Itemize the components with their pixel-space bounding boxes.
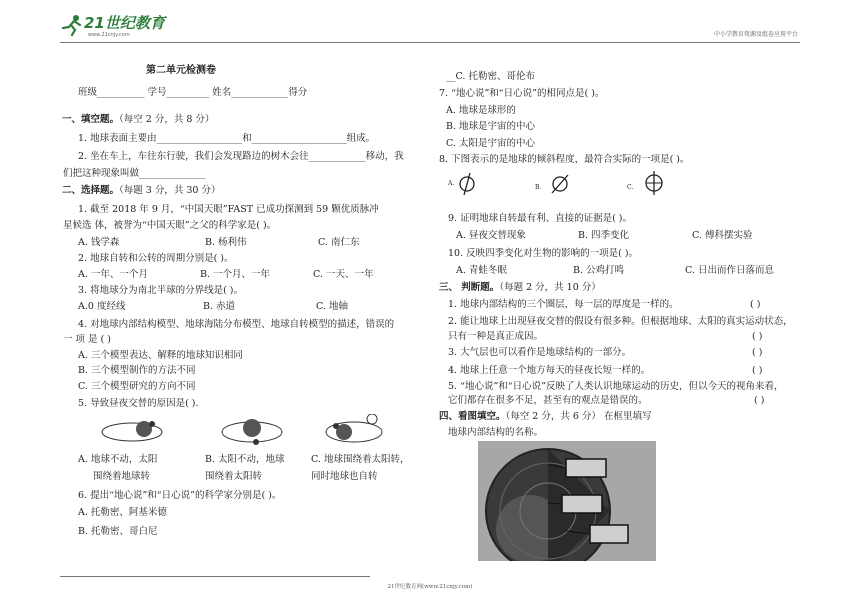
- q1-option-a: A. 钱学森: [78, 237, 120, 248]
- q2-option-b: B. 一个月、一年: [200, 269, 271, 280]
- page-title: 第二单元检测卷: [146, 65, 216, 76]
- fill-q1: 1. 地球表面主要由__________________和____________________组成。: [78, 133, 376, 144]
- platform-text: 中小学教育资源及组卷应用平台: [713, 31, 798, 38]
- q10-option-c: C. 日出而作日落而息: [685, 265, 774, 276]
- judge-q3: 3. 大气层也可以看作是地球结构的一部分。: [448, 347, 632, 358]
- q8-option-a-label: A.: [448, 180, 455, 187]
- q5-option-b-line2: 围绕着太阳转: [205, 471, 263, 482]
- choice-q4-line1: 4. 对地球内部结构模型、地球海陆分布模型、地球自转模型的描述，错误的: [78, 319, 395, 330]
- choice-q7: 7. “地心说”和“日心说”的相同点是( )。: [439, 88, 605, 99]
- choice-q8: 8. 下图表示的是地球的倾斜程度，最符合实际的一项是( )。: [439, 154, 690, 165]
- earth-structure-image: [478, 441, 656, 561]
- judge-q5-paren: ( ): [754, 395, 765, 406]
- upright-globe-c-icon: [642, 170, 666, 196]
- q6-option-c: __C. 托勒密、哥伦布: [446, 71, 535, 82]
- choice-q10: 10. 反映四季变化对生物的影响的一项是( )。: [448, 248, 639, 259]
- logo-url: www.21cnjy.com: [88, 32, 130, 38]
- fill-q2-line1: 2. 坐在车上，车往东行驶，我们会发现路边的树木会往____________移动，我: [78, 151, 404, 162]
- choice-q4-line2: 一 项 是 ( ): [63, 334, 111, 345]
- footer-text: 21世纪教育网(www.21cnjy.com): [387, 584, 473, 590]
- judge-q4-paren: ( ): [752, 365, 763, 376]
- q8-option-b-label: B.: [535, 184, 542, 191]
- choice-q1-line2: 星候选 体，被誉为“中国天眼”之父的科学家是( )。: [63, 220, 277, 231]
- section-4-line2: 地球内部结构的名称。: [448, 427, 544, 438]
- judge-q5-line2: 它们都存在很多不足，甚至有的观点是错误的。: [448, 395, 648, 406]
- q4-option-a: A. 三个模型表达、解释的地球知识相同: [78, 350, 243, 361]
- q10-option-b: B. 公鸡打鸣: [573, 265, 625, 276]
- q3-option-b: B. 赤道: [203, 301, 236, 312]
- sun-earth-diagram-b: [218, 414, 288, 448]
- student-info: 班级__________ 学号_________ 姓名____________得分: [78, 87, 308, 98]
- logo: [58, 12, 178, 42]
- judge-q5-line1: 5. “地心说”和“日心说”反映了人类认识地球运动的历史，但以今天的视角来看，: [448, 381, 784, 392]
- runner-icon: [60, 14, 84, 36]
- judge-q2-line2: 只有一种是真正成因。: [448, 331, 544, 342]
- choice-q6: 6. 提出“地心说”和“日心说”的科学家分别是( )。: [78, 490, 282, 501]
- judge-q1: 1. 地球内部结构的三个圈层，每一层的厚度是一样的。: [448, 299, 679, 310]
- judge-q1-paren: ( ): [750, 299, 761, 310]
- q5-option-b-line1: B. 太阳不动，地球: [205, 454, 285, 465]
- judge-q3-paren: ( ): [752, 347, 763, 358]
- q9-option-b: B. 四季变化: [578, 230, 630, 241]
- q5-option-c-line1: C. 地球围绕着太阳转，: [311, 454, 410, 465]
- choice-q1-line1: 1. 截至 2018 年 9 月，“中国天眼”FAST 已成功探测到 59 颗优质脉冲: [78, 204, 379, 215]
- choice-q9: 9. 证明地球自转最有利、直接的证据是( )。: [448, 213, 633, 224]
- q7-option-c: C. 太阳是宇宙的中心: [446, 138, 535, 149]
- logo-text: 21世纪教育: [84, 14, 165, 32]
- q5-option-a-line2: 围绕着地球转: [93, 471, 151, 482]
- footer-divider: [60, 576, 370, 577]
- q1-option-c: C. 南仁东: [318, 237, 360, 248]
- tilted-globe-a-icon: [456, 172, 478, 196]
- choice-q5: 5. 导致昼夜交替的原因是( ).: [78, 398, 199, 409]
- q5-option-a-line1: A. 地球不动，太阳: [78, 454, 158, 465]
- q1-option-b: B. 杨利伟: [205, 237, 247, 248]
- q10-option-a: A. 青蛙冬眠: [456, 265, 507, 276]
- q9-option-a: A. 昼夜交替现象: [456, 230, 526, 241]
- q4-option-c: C. 三个模型研究的方向不同: [78, 381, 196, 392]
- q7-option-a: A. 地球是球形的: [446, 105, 516, 116]
- judge-q2-paren: ( ): [752, 331, 763, 342]
- q4-option-b: B. 三个模型制作的方法不同: [78, 365, 196, 376]
- tilted-globe-b-icon: [548, 172, 572, 196]
- header-divider: [60, 42, 800, 43]
- judge-q4: 4. 地球上任意一个地方每天的昼夜长短一样的。: [448, 365, 651, 376]
- section-2-heading: 二、选择题。（每题 3 分，共 30 分）: [62, 185, 221, 196]
- q9-option-c: C. 傅科摆实验: [692, 230, 753, 241]
- q3-option-a: A.0 度经线: [78, 301, 126, 312]
- q2-option-a: A. 一年、一个月: [78, 269, 148, 280]
- section-3-heading: 三、 判断题。（每题 2 分，共 10 分）: [439, 282, 601, 293]
- q7-option-b: B. 地球是宇宙的中心: [446, 121, 536, 132]
- sun-earth-diagram-a: [100, 416, 170, 446]
- section-4-heading: 四、看图填空。（每空 2 分，共 6 分） 在框里填写: [439, 411, 652, 422]
- q6-option-a: A. 托勒密、阿基米德: [78, 507, 167, 518]
- q2-option-c: C. 一天、一年: [313, 269, 374, 280]
- q6-option-b: B. 托勒密、哥白尼: [78, 526, 158, 537]
- choice-q2: 2. 地球自转和公转的周期分别是( )。: [78, 253, 234, 264]
- fill-q2-line2: 们把这种现象叫做______________: [63, 168, 206, 179]
- q5-option-c-line2: 同时地球也自转: [311, 471, 378, 482]
- judge-q2-line1: 2. 能让地球上出现昼夜交替的假设有很多种。但根据地球、太阳的真实运动状态，: [448, 316, 793, 327]
- section-1-heading: 一、填空题。（每空 2 分，共 8 分）: [62, 114, 215, 125]
- q3-option-c: C. 地轴: [316, 301, 348, 312]
- sun-earth-diagram-c: [322, 414, 392, 448]
- q8-option-c-label: C.: [627, 184, 634, 191]
- choice-q3: 3. 将地球分为南北半球的分界线是( )。: [78, 285, 244, 296]
